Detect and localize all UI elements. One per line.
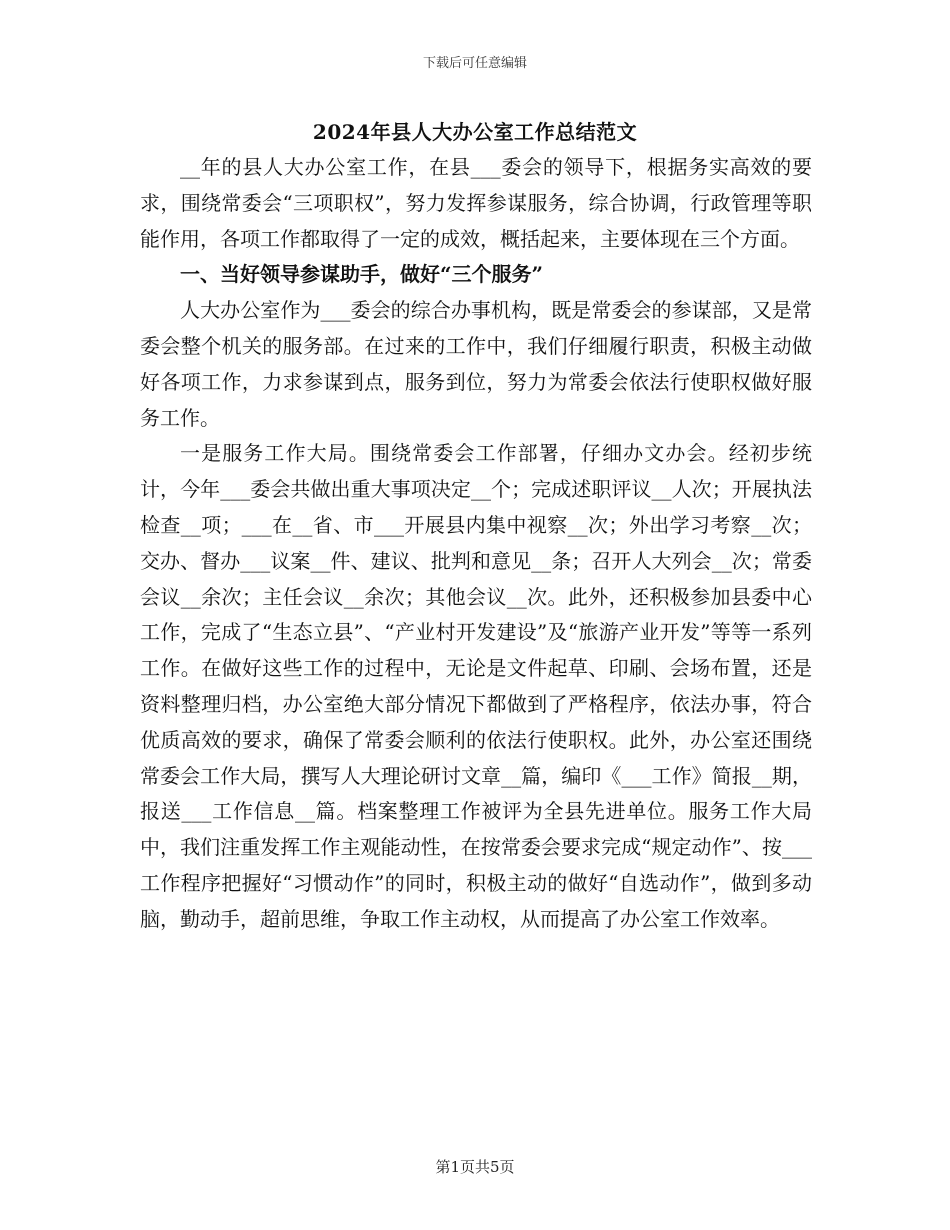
page-header-note: 下载后可任意编辑 bbox=[422, 56, 527, 71]
body-paragraph: 一是服务工作大局。围绕常委会工作部署，仔细办文办会。经初步统计，今年___委会共做出重大事项决定__个；完成述职评议__人次；开展执法检查__项；___在__省、市___开展县内集中视察__次；外出学习考察__次；交办、督办___议案__件、建议、批判和意见__条；召开人大列会__次；常委会议__余次；主任会议__余次；其他会议__次。此外，还积极参加县委中心工作，完成了“生态立县”、“产业村开发建设”及“旅游产业开发”等等一系列工作。在做好这些工作的过程中，无论是文件起草、印刷、会场布置，还是资料整理归档，办公室绝大部分情况下都做到了严格程序，依法办事，符合优质高效的要求，确保了常委会顺利的依法行使职权。此外，办公室还围绕常委会工作大局，撰写人大理论研讨文章__篇，编印《___工作》简报__期，报送___工作信息__篇。档案整理工作被评为全县先进单位。服务工作大局中，我们注重发挥工作主观能动性，在按常委会要求完成“规定动作”、按___工作程序把握好“习惯动作”的同时，积极主动的做好“自选动作”，做到多动脑，勤动手，超前思维，争取工作主动权，从而提高了办公室工作效率。 bbox=[140, 441, 812, 931]
intro-paragraph: __年的县人大办公室工作，在县___委会的领导下，根据务实高效的要求，围绕常委会“三项职权”，努力发挥参谋服务，综合协调，行政管理等职能作用，各项工作都取得了一定的成效，概括起来，主要体现在三个方面。 bbox=[140, 155, 812, 251]
body-paragraph: 人大办公室作为___委会的综合办事机构，既是常委会的参谋部，又是常委会整个机关的服务部。在过来的工作中，我们仔细履行职责，积极主动做好各项工作，力求参谋到点，服务到位，努力为常委会依法行使职权做好服务工作。 bbox=[140, 298, 812, 430]
document-body bbox=[140, 150, 812, 938]
section-heading: 一、当好领导参谋助手，做好“三个服务” bbox=[180, 262, 544, 287]
page-footer-number: 第1页共5页 bbox=[435, 1158, 515, 1176]
document-title: 2024年县人大办公室工作总结范文 bbox=[312, 120, 638, 144]
